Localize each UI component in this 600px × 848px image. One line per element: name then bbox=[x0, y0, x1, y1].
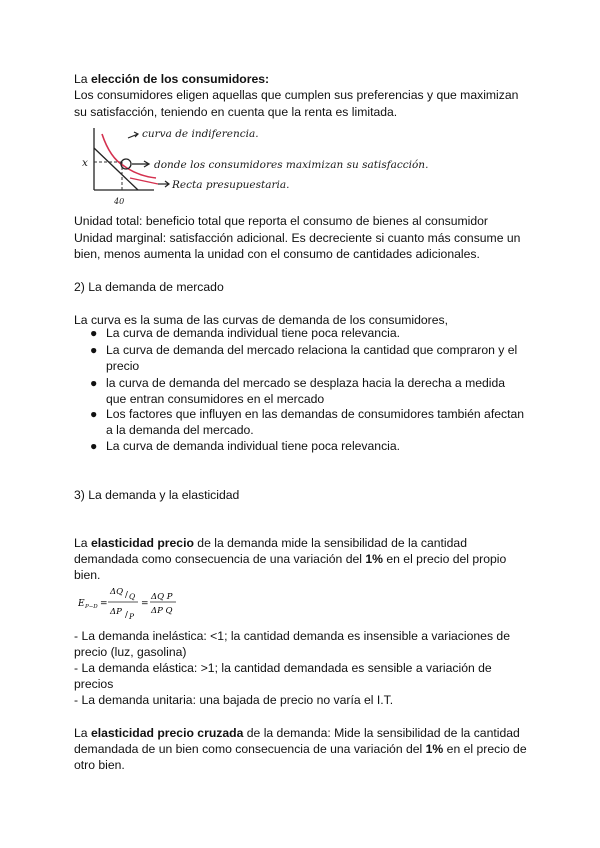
title-bold: elección de los consumidores: bbox=[90, 72, 270, 86]
body-line: otro bien. bbox=[74, 758, 125, 772]
bullet-icon: ● bbox=[90, 376, 98, 390]
body-line: precios bbox=[74, 677, 114, 691]
list-item bbox=[90, 342, 546, 375]
bold-term: 1% bbox=[365, 552, 383, 566]
list-item-text: precio bbox=[106, 359, 140, 374]
formula-equals: = bbox=[141, 599, 149, 609]
bullet-icon: ● bbox=[90, 407, 98, 421]
body-line: su satisfacción, teniendo en cuenta que la renta es limitada. bbox=[74, 105, 398, 119]
formula-rhs-num: ΔQ P bbox=[151, 592, 173, 602]
bullet-icon: ● bbox=[90, 343, 98, 357]
list-item-text: La curva de demanda individual tiene poca relevancia. bbox=[106, 439, 401, 453]
label-indiferencia: curva de indiferencia. bbox=[142, 128, 259, 140]
formula-slash: / bbox=[125, 610, 128, 620]
list-item bbox=[90, 406, 546, 439]
text-run: demandada como consecuencia de una variación del bbox=[74, 552, 366, 566]
text-run: de la demanda: Mide la sensibilidad de la cantidad bbox=[243, 726, 520, 740]
body-line: bien, menos aumenta la unidad con el consumo de cantidades adicionales. bbox=[74, 247, 480, 261]
text-run: de la demanda mide la sensibilidad de la cantidad bbox=[193, 536, 467, 550]
formula-den-top: ΔP bbox=[110, 607, 122, 617]
formula-slash: / bbox=[125, 590, 128, 600]
indifference-curve bbox=[102, 134, 156, 178]
label-recta: Recta presupuestaria. bbox=[172, 179, 290, 191]
list-item-text: que entran consumidores en el mercado bbox=[106, 392, 325, 407]
indifference-sketch bbox=[76, 120, 516, 210]
x-mark: 40 bbox=[114, 197, 125, 206]
body-line: precio (luz, gasolina) bbox=[74, 645, 187, 659]
section-heading: 3) La demanda y la elasticidad bbox=[74, 488, 240, 502]
text-run: La bbox=[74, 536, 91, 550]
body-line: - La demanda unitaria: una bajada de precio no varía el I.T. bbox=[74, 693, 394, 707]
formula-lhs-sub: P−D bbox=[85, 604, 98, 610]
formula-num-bottom: Q bbox=[129, 592, 136, 601]
text-run: La bbox=[74, 726, 91, 740]
formula-den-bottom: P bbox=[129, 612, 135, 621]
list-item bbox=[90, 375, 546, 408]
formula-equals: = bbox=[100, 599, 108, 609]
formula-rhs-den: ΔP Q bbox=[151, 606, 173, 616]
list-item-text: La curva de demanda individual tiene poca relevancia. bbox=[106, 326, 401, 340]
label-maximizan: donde los consumidores maximizan su satisfacción. bbox=[154, 159, 429, 171]
bold-term: elasticidad precio bbox=[90, 536, 194, 550]
y-mark: x bbox=[82, 157, 88, 169]
text-run: demandada de un bien como consecuencia de una variación del bbox=[74, 742, 426, 756]
list-item bbox=[90, 325, 546, 341]
formula-num-top: ΔQ bbox=[110, 587, 124, 597]
section-heading: 2) La demanda de mercado bbox=[74, 280, 224, 294]
body-line bbox=[74, 551, 534, 567]
arrow-icon bbox=[128, 132, 138, 138]
list-item-text: La curva de demanda del mercado relaciona la cantidad que compraron y el bbox=[106, 343, 518, 357]
elasticity-formula bbox=[78, 582, 198, 622]
list-item-text: la curva de demanda del mercado se desplaza hacia la derecha a medida bbox=[106, 376, 506, 390]
bold-term: 1% bbox=[425, 742, 444, 756]
list-item-text: Los factores que influyen en las demandas de consumidores también afectan bbox=[106, 407, 525, 421]
body-line bbox=[74, 535, 534, 551]
bullet-icon: ● bbox=[90, 439, 98, 453]
body-line: Unidad total: beneficio total que reporta el consumo de bienes al consumidor bbox=[74, 214, 488, 228]
body-line: - La demanda inelástica: <1; la cantidad demanda es insensible a variaciones de bbox=[74, 629, 510, 643]
body-line: bien. bbox=[74, 568, 101, 582]
text-run: en el precio del propio bbox=[382, 552, 507, 566]
body-line: Los consumidores eligen aquellas que cumplen sus preferencias y que maximizan bbox=[74, 88, 519, 102]
budget-line bbox=[94, 148, 138, 190]
title-prefix: La bbox=[74, 72, 91, 86]
list-item bbox=[90, 438, 546, 454]
body-line: Unidad marginal: satisfacción adicional. Es decreciente si cuanto más consume un bbox=[74, 231, 521, 245]
bullet-icon: ● bbox=[90, 326, 98, 340]
red-line bbox=[130, 178, 158, 184]
bold-term: elasticidad precio cruzada bbox=[90, 726, 244, 740]
list-item-text: a la demanda del mercado. bbox=[106, 423, 254, 438]
section-title bbox=[74, 71, 534, 87]
body-line bbox=[74, 725, 534, 741]
body-line bbox=[74, 741, 534, 757]
body-line: - La demanda elástica: >1; la cantidad demandada es sensible a variación de bbox=[74, 661, 492, 675]
body-line: La curva es la suma de las curvas de demanda de los consumidores, bbox=[74, 313, 448, 327]
formula-lhs: E bbox=[78, 599, 85, 609]
text-run: en el precio de bbox=[443, 742, 527, 756]
